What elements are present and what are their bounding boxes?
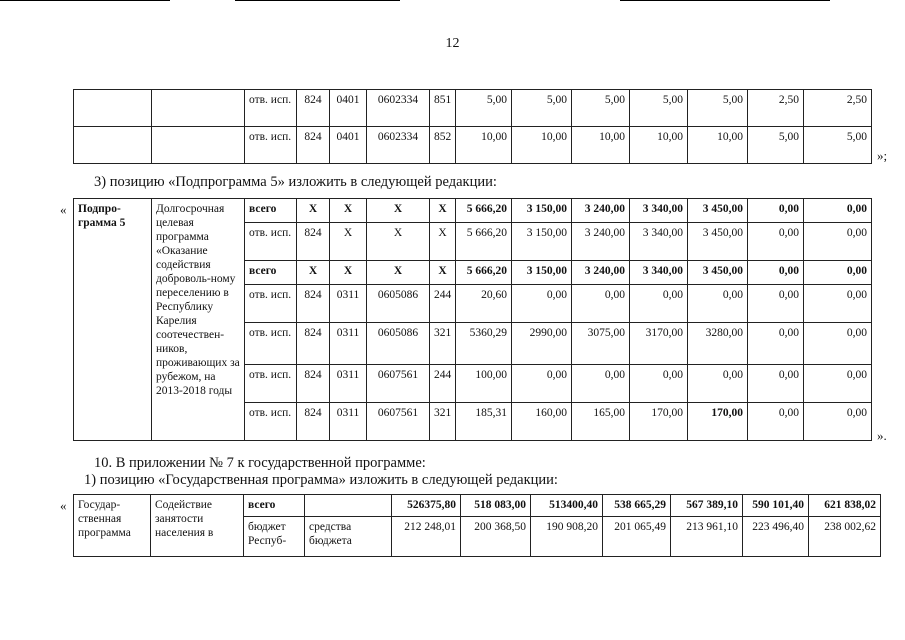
t2-cell: 0,00 [688,285,748,323]
t3-r1-total-c4: 513400,40 [531,495,603,517]
program-description-cell: Содействие занятости населения в [151,495,244,557]
t1-cell: 10,00 [630,127,688,164]
paragraph-3: 3) позицию «Подпрограмма 5» изложить в следующей редакции: [94,174,497,190]
t1-cell: 10,00 [456,127,512,164]
t2-cell: 0,00 [804,403,872,441]
t2-cell: отв. исп. [245,223,297,261]
t2-cell: 5 666,20 [456,261,512,285]
top-rule-mid [235,0,400,1]
t2-cell: 0,00 [748,285,804,323]
t2-cell: 0,00 [572,285,630,323]
t1-cell: 5,00 [804,127,872,164]
t1-cell: 5,00 [456,90,512,127]
t1-cell: 0602334 [367,90,430,127]
t2-cell: 3 450,00 [688,261,748,285]
t2-cell: 185,31 [456,403,512,441]
t2-cell: 0311 [330,365,367,403]
t2-cell: 0,00 [512,285,572,323]
t2-cell: X [330,223,367,261]
t2-cell: 0,00 [748,261,804,285]
t1-cell: 824 [297,127,330,164]
t2-cell: X [297,199,330,223]
t2-cell: 5360,29 [456,323,512,365]
t2-cell: X [430,261,456,285]
t1-row [74,90,872,127]
t2-cell: 824 [297,285,330,323]
t2-cell: 170,00 [630,403,688,441]
t2-cell: 0,00 [688,365,748,403]
t2-cell: 3 340,00 [630,199,688,223]
t2-cell: отв. исп. [245,285,297,323]
t1-cell: 10,00 [572,127,630,164]
opening-quote-2: « [60,202,67,217]
t1-cell: 5,00 [572,90,630,127]
t3-r2-c5: 201 065,49 [603,517,671,557]
t2-cell: 0,00 [630,365,688,403]
t2-cell: X [367,223,430,261]
t3-r2-c8: 238 002,62 [809,517,881,557]
paragraph-10: 10. В приложении № 7 к государственной программе: [94,455,426,471]
t1-row [74,127,872,164]
t2-cell: 824 [297,403,330,441]
t2-cell: X [330,199,367,223]
t2-cell: всего [245,261,297,285]
t2-cell: 3 340,00 [630,223,688,261]
t2-cell: 0,00 [748,223,804,261]
t2-cell: X [367,261,430,285]
t2-cell: 0311 [330,403,367,441]
t2-cell: 5 666,20 [456,199,512,223]
program-name-cell: Государ-ственная программа [74,495,151,557]
t2-cell: 824 [297,323,330,365]
t2-cell: 3170,00 [630,323,688,365]
t2-cell: 244 [430,365,456,403]
t2-cell: 3 240,00 [572,261,630,285]
t2-cell: 0607561 [367,365,430,403]
t1-cell: 0401 [330,127,367,164]
subprogram-description-cell: Долгосрочная целевая программа «Оказание содействия доброволь-ному переселению в Республику Карелия соотечествен-ников, проживающих за рубежом, на 2013-2018 годы [152,199,245,441]
t2-cell: 0,00 [804,285,872,323]
t1-cell: 0602334 [367,127,430,164]
top-rule-left [0,0,170,1]
t2-cell: 3 450,00 [688,223,748,261]
t2-cell: 160,00 [512,403,572,441]
opening-quote-3: « [60,498,67,513]
t3-r2-c2: 212 248,01 [392,517,461,557]
t1-cell [74,127,152,164]
t2-cell: 0607561 [367,403,430,441]
t2-cell: 0,00 [572,365,630,403]
t2-cell: 3 240,00 [572,199,630,223]
t2-cell: 3 240,00 [572,223,630,261]
t2-cell: 0,00 [748,199,804,223]
t2-cell: 3 150,00 [512,223,572,261]
t2-cell: 0,00 [748,323,804,365]
t2-cell: X [430,199,456,223]
t2-cell: 0,00 [804,223,872,261]
t3-r1-total-c8: 621 838,02 [809,495,881,517]
t1-cell [152,127,245,164]
t2-cell: 0311 [330,285,367,323]
t2-cell: 170,00 [688,403,748,441]
t2-cell: 244 [430,285,456,323]
t1-cell [74,90,152,127]
t2-cell: 3 150,00 [512,199,572,223]
t3-r1-c1 [305,495,392,517]
t3-r1-total-c5: 538 665,29 [603,495,671,517]
t2-cell: отв. исп. [245,365,297,403]
t2-cell: 0,00 [748,365,804,403]
closing-quote-1: »; [877,148,888,163]
t2-cell: 0311 [330,323,367,365]
t2-cell: 0,00 [630,285,688,323]
t3-r2-c7: 223 496,40 [743,517,809,557]
t2-cell: 0605086 [367,323,430,365]
t2-cell: 3 450,00 [688,199,748,223]
paragraph-10-1: 1) позицию «Государственная программа» изложить в следующей редакции: [84,472,558,488]
budget-table-continued [73,89,872,164]
t1-cell: 852 [430,127,456,164]
t1-cell: 2,50 [748,90,804,127]
t3-r2-c0: бюджет Респуб- [244,517,305,557]
t2-cell: 0,00 [804,261,872,285]
t2-cell: всего [245,199,297,223]
t1-cell: 851 [430,90,456,127]
t2-cell: 0605086 [367,285,430,323]
t1-cell: отв. исп. [245,90,297,127]
t1-cell [152,90,245,127]
t2-cell: отв. исп. [245,403,297,441]
t1-cell: 2,50 [804,90,872,127]
t2-cell: 3 150,00 [512,261,572,285]
state-program-table [73,494,881,557]
t2-cell: 3280,00 [688,323,748,365]
t2-cell: X [367,199,430,223]
t1-cell: 824 [297,90,330,127]
t1-cell: 10,00 [512,127,572,164]
t2-cell: 0,00 [804,323,872,365]
t2-cell: X [330,261,367,285]
t1-cell: 10,00 [688,127,748,164]
t2-cell: 5 666,20 [456,223,512,261]
t2-cell: 321 [430,323,456,365]
t2-cell: 3 340,00 [630,261,688,285]
t3-r1-c0: всего [244,495,305,517]
page-number: 12 [445,36,460,51]
t1-cell: 5,00 [630,90,688,127]
subprogram-name-cell: Подпро-грамма 5 [74,199,152,441]
t3-r1-total-c2: 526375,80 [392,495,461,517]
t3-r2-c1: средства бюджета [305,517,392,557]
t1-cell: 5,00 [512,90,572,127]
t2-cell: отв. исп. [245,323,297,365]
t1-cell: 5,00 [748,127,804,164]
t2-cell: 20,60 [456,285,512,323]
t2-cell: 100,00 [456,365,512,403]
t2-cell: 0,00 [512,365,572,403]
subprogram-5-table [73,198,872,441]
t3-r1-total-c6: 567 389,10 [671,495,743,517]
t2-cell: 3075,00 [572,323,630,365]
t2-cell: 321 [430,403,456,441]
t2-cell: X [430,223,456,261]
closing-quote-2: ». [877,428,887,443]
t3-r2-c4: 190 908,20 [531,517,603,557]
t2-cell: X [297,261,330,285]
t2-cell: 0,00 [804,365,872,403]
top-rule-right [620,0,830,1]
t2-cell: 165,00 [572,403,630,441]
t3-r1-total-c7: 590 101,40 [743,495,809,517]
t2-cell: 824 [297,223,330,261]
t1-cell: отв. исп. [245,127,297,164]
t2-cell: 0,00 [748,403,804,441]
t3-r2-c3: 200 368,50 [461,517,531,557]
t1-cell: 5,00 [688,90,748,127]
t3-r1-total-c3: 518 083,00 [461,495,531,517]
t3-r2-c6: 213 961,10 [671,517,743,557]
t2-row [74,199,872,223]
t2-cell: 0,00 [804,199,872,223]
t2-cell: 2990,00 [512,323,572,365]
t1-cell: 0401 [330,90,367,127]
t2-cell: 824 [297,365,330,403]
